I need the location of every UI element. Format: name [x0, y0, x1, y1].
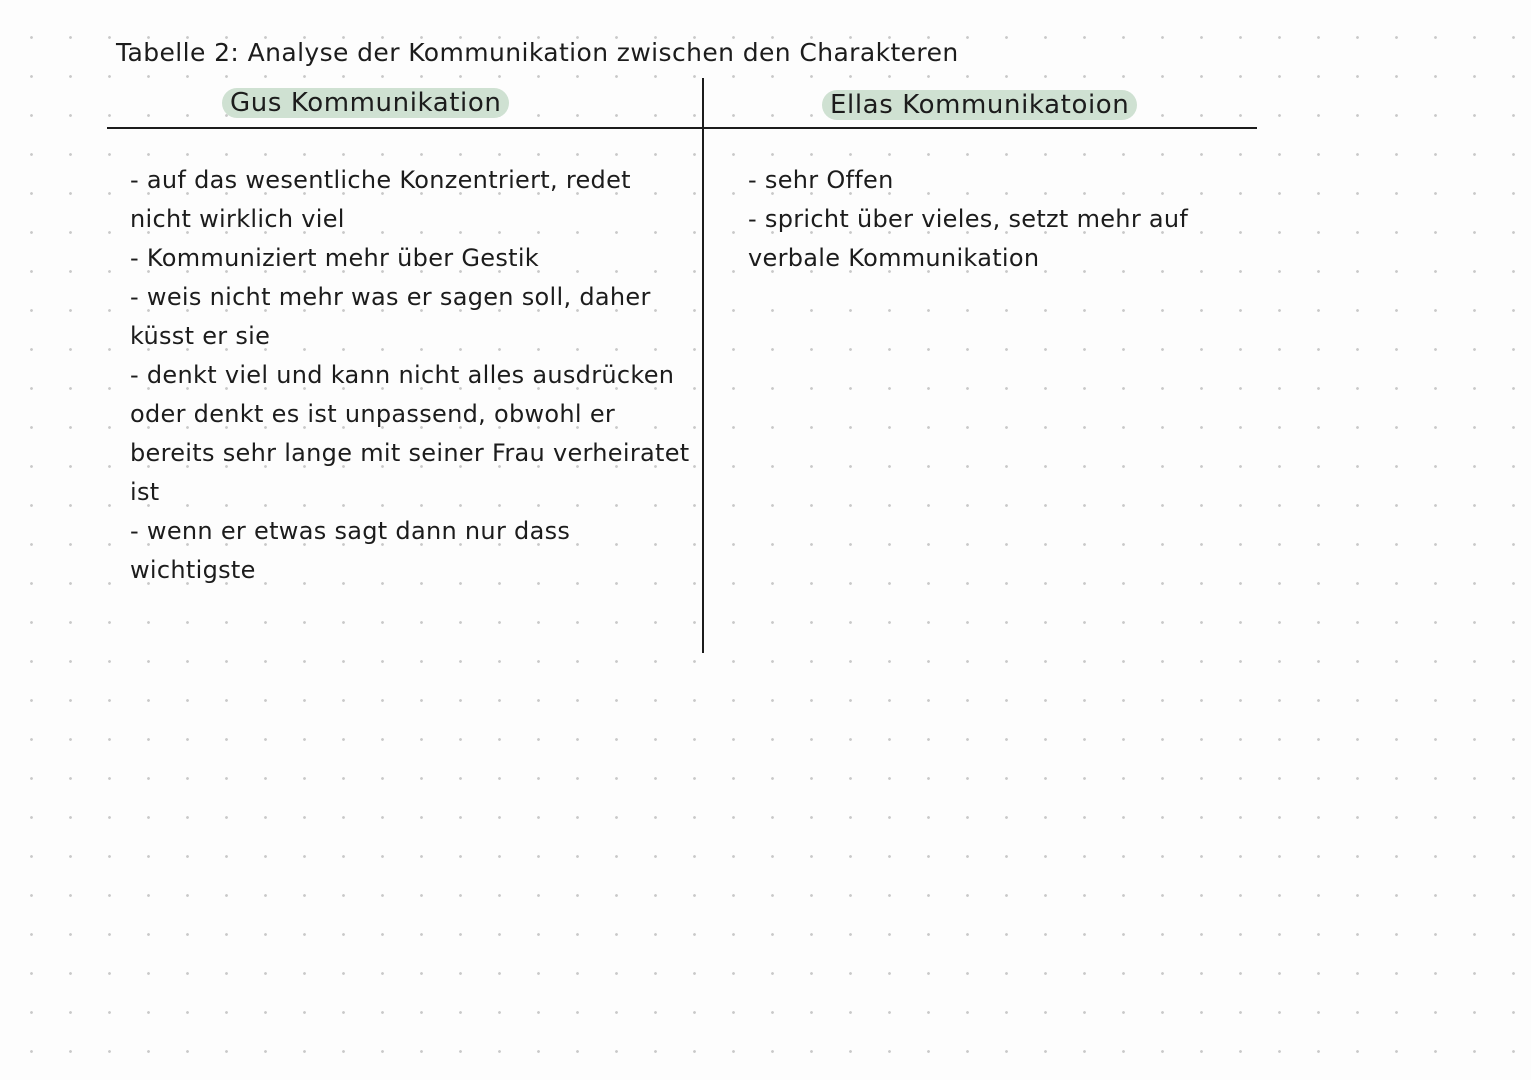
list-item: - Kommuniziert mehr über Gestik — [130, 239, 690, 278]
list-item: - weis nicht mehr was er sagen soll, daher küsst er sie — [130, 278, 690, 356]
column-header-ella: Ellas Kommunikatoion — [822, 90, 1137, 120]
list-item: - sehr Offen — [748, 161, 1248, 200]
gus-communication-list — [130, 161, 690, 590]
list-item: - spricht über vieles, setzt mehr auf verbale Kommunikation — [748, 200, 1248, 278]
list-item: - wenn er etwas sagt dann nur dass wichtigste — [130, 512, 690, 590]
column-divider-line — [702, 78, 704, 653]
list-item: - denkt viel und kann nicht alles ausdrücken oder denkt es ist unpassend, obwohl er bereits sehr lange mit seiner Frau verheiratet ist — [130, 356, 690, 512]
list-item: - auf das wesentliche Konzentriert, redet nicht wirklich viel — [130, 161, 690, 239]
header-divider-line — [107, 127, 1257, 129]
ella-communication-list — [748, 161, 1248, 278]
table-caption: Tabelle 2: Analyse der Kommunikation zwischen den Charakteren — [116, 38, 959, 67]
column-header-gus: Gus Kommunikation — [222, 88, 509, 118]
